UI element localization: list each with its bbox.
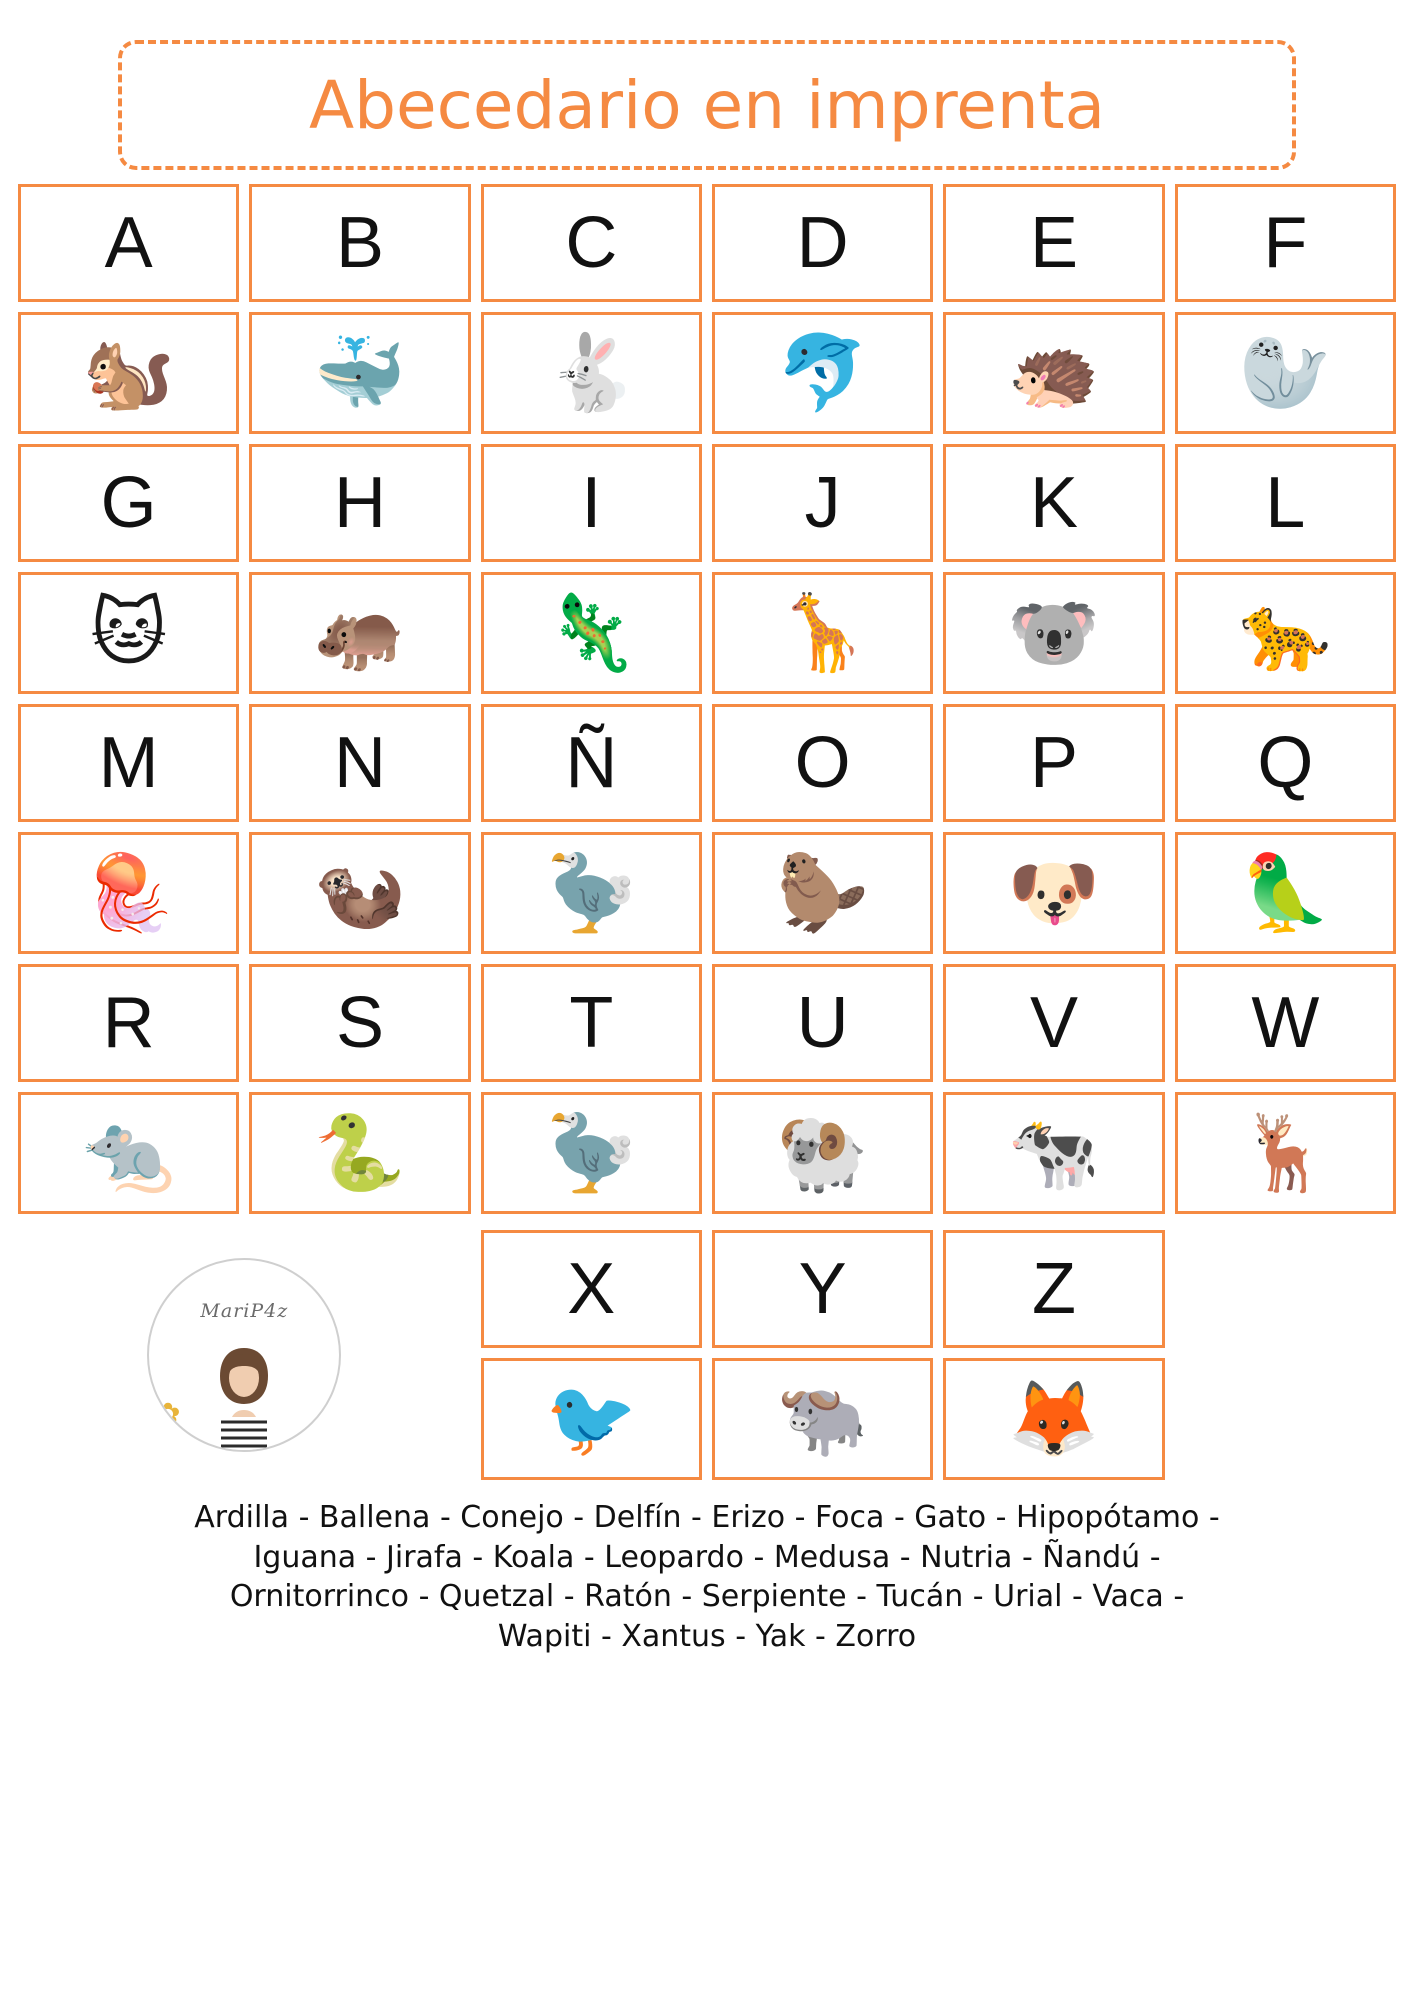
letter-cell-i — [481, 444, 702, 562]
dog-cell — [943, 832, 1164, 954]
letter-row-3 — [18, 704, 1396, 822]
mouse-cell — [18, 1092, 239, 1214]
letter-cell-p — [943, 704, 1164, 822]
letter-m: M — [98, 723, 159, 803]
rhea-cell — [481, 832, 702, 954]
urial-cell — [712, 1092, 933, 1214]
cat-icon: 🐱 — [90, 590, 168, 676]
letter-cell-e — [943, 184, 1164, 302]
squirrel-icon: 🐿️ — [82, 330, 175, 416]
letter-cell-w — [1175, 964, 1396, 1082]
letter-cell-n — [249, 704, 470, 822]
leopard-cell — [1175, 572, 1396, 694]
mouse-icon: 🐀 — [82, 1110, 175, 1196]
letter-j: J — [804, 463, 841, 543]
quetzal-icon: 🦜 — [1239, 850, 1332, 936]
letter-cell-s — [249, 964, 470, 1082]
word-list-line-4: Wapiti - Xantus - Yak - Zorro — [497, 1618, 917, 1654]
brand-logo — [147, 1258, 341, 1452]
avatar — [189, 1330, 299, 1450]
letter-z: Z — [1031, 1249, 1076, 1329]
letter-f: F — [1263, 203, 1308, 283]
letter-k: K — [1029, 463, 1078, 543]
snake-icon: 🐍 — [313, 1110, 407, 1196]
xantus-cell — [481, 1358, 702, 1480]
page-title-box — [118, 40, 1296, 170]
leopard-icon: 🐆 — [1239, 590, 1332, 676]
jellyfish-icon: 🪼 — [82, 850, 175, 936]
jellyfish-cell — [18, 832, 239, 954]
word-list-line-2: Iguana - Jirafa - Koala - Leopardo - Medusa - Nutria - Ñandú - — [253, 1539, 1161, 1575]
hedgehog-cell — [943, 312, 1164, 434]
seal-icon: 🦭 — [1239, 330, 1332, 416]
letter-cell-a — [18, 184, 239, 302]
letter-p: P — [1029, 723, 1078, 803]
iguana-icon: 🦎 — [545, 590, 638, 676]
letter-cell-x — [481, 1230, 702, 1348]
dog-icon: 🐶 — [1007, 850, 1101, 936]
whale-cell — [249, 312, 470, 434]
letter-cell-y — [712, 1230, 933, 1348]
letter-r: R — [102, 983, 155, 1063]
squirrel-cell — [18, 312, 239, 434]
otter-icon: 🦦 — [313, 850, 407, 936]
dolphin-cell — [712, 312, 933, 434]
toucan-cell — [481, 1092, 702, 1214]
whale-icon: 🐳 — [313, 330, 407, 416]
koala-cell — [943, 572, 1164, 694]
page-title: Abecedario en imprenta — [308, 66, 1106, 144]
letter-g: G — [100, 463, 157, 543]
giraffe-cell — [712, 572, 933, 694]
koala-icon: 🐨 — [1007, 590, 1101, 676]
cow-icon: 🐄 — [1007, 1110, 1101, 1196]
letter-cell-c — [481, 184, 702, 302]
letter-cell-l — [1175, 444, 1396, 562]
letter-row-2 — [18, 444, 1396, 562]
letter-cell-g — [18, 444, 239, 562]
elk-icon: 🦌 — [1239, 1110, 1332, 1196]
snake-cell — [249, 1092, 470, 1214]
letter-cell-k — [943, 444, 1164, 562]
letter-cell-m — [18, 704, 239, 822]
word-list-line-3: Ornitorrinco - Quetzal - Ratón - Serpiente - Tucán - Urial - Vaca - — [229, 1579, 1185, 1615]
flowers-icon: ✿ — [155, 1397, 181, 1432]
letter-w: W — [1251, 983, 1320, 1063]
fox-cell — [943, 1358, 1164, 1480]
letter-s: S — [335, 983, 384, 1063]
letter-row-4 — [18, 964, 1396, 1082]
seal-cell — [1175, 312, 1396, 434]
logo-container — [18, 1230, 471, 1480]
letter-cell-b — [249, 184, 470, 302]
letter-cell-z — [943, 1230, 1164, 1348]
letter-a: A — [104, 203, 153, 283]
cat-cell — [18, 572, 239, 694]
yak-cell — [712, 1358, 933, 1480]
rhea-icon: 🦤 — [545, 850, 638, 936]
letter-cell-d — [712, 184, 933, 302]
letter-l: L — [1265, 463, 1306, 543]
cow-cell — [943, 1092, 1164, 1214]
letter-y: Y — [798, 1249, 847, 1329]
logo-name: MariP4z — [200, 1300, 289, 1322]
hedgehog-icon: 🦔 — [1007, 330, 1101, 416]
letter-enye: Ñ — [565, 723, 618, 803]
letter-cell-t — [481, 964, 702, 1082]
letter-n: N — [333, 723, 386, 803]
picture-row-1 — [18, 312, 1396, 434]
rabbit-cell — [481, 312, 702, 434]
letter-cell-h — [249, 444, 470, 562]
giraffe-icon: 🦒 — [776, 590, 869, 676]
yak-icon: 🐃 — [776, 1376, 869, 1462]
platypus-icon: 🦫 — [776, 850, 869, 936]
otter-cell — [249, 832, 470, 954]
picture-row-2 — [18, 572, 1396, 694]
letter-cell-u — [712, 964, 933, 1082]
platypus-cell — [712, 832, 933, 954]
rabbit-icon: 🐇 — [545, 330, 638, 416]
dolphin-icon: 🐬 — [776, 330, 869, 416]
letter-cell-f — [1175, 184, 1396, 302]
fox-icon: 🦊 — [1007, 1376, 1101, 1462]
letter-o: O — [794, 723, 851, 803]
letter-cell-q — [1175, 704, 1396, 822]
letter-cell-v — [943, 964, 1164, 1082]
urial-sheep-icon: 🐏 — [776, 1110, 869, 1196]
letter-d: D — [796, 203, 849, 283]
alphabet-grid — [18, 184, 1396, 1214]
xyz-block — [481, 1230, 1165, 1480]
letter-e: E — [1029, 203, 1078, 283]
picture-row-4 — [18, 1092, 1396, 1214]
letter-row-1 — [18, 184, 1396, 302]
letter-v: V — [1029, 983, 1078, 1063]
toucan-icon: 🦤 — [545, 1110, 638, 1196]
letter-c: C — [565, 203, 618, 283]
letter-t: T — [569, 983, 614, 1063]
letter-i: I — [581, 463, 602, 543]
letter-cell-r — [18, 964, 239, 1082]
letter-cell-j — [712, 444, 933, 562]
letter-h: H — [333, 463, 386, 543]
hippopotamus-icon: 🦛 — [313, 590, 407, 676]
animal-word-list — [18, 1498, 1396, 1666]
wapiti-cell — [1175, 1092, 1396, 1214]
letter-cell-o — [712, 704, 933, 822]
letter-x: X — [567, 1249, 616, 1329]
iguana-cell — [481, 572, 702, 694]
bottom-area — [18, 1230, 1396, 1480]
word-list-line-1: Ardilla - Ballena - Conejo - Delfín - Erizo - Foca - Gato - Hipopótamo - — [194, 1500, 1220, 1535]
letter-u: U — [796, 983, 849, 1063]
letter-q: Q — [1257, 723, 1314, 803]
quetzal-cell — [1175, 832, 1396, 954]
picture-row-3 — [18, 832, 1396, 954]
hippopotamus-cell — [249, 572, 470, 694]
letter-cell-enye — [481, 704, 702, 822]
hummingbird-icon: 🐦 — [545, 1376, 638, 1462]
letter-b: B — [335, 203, 384, 283]
